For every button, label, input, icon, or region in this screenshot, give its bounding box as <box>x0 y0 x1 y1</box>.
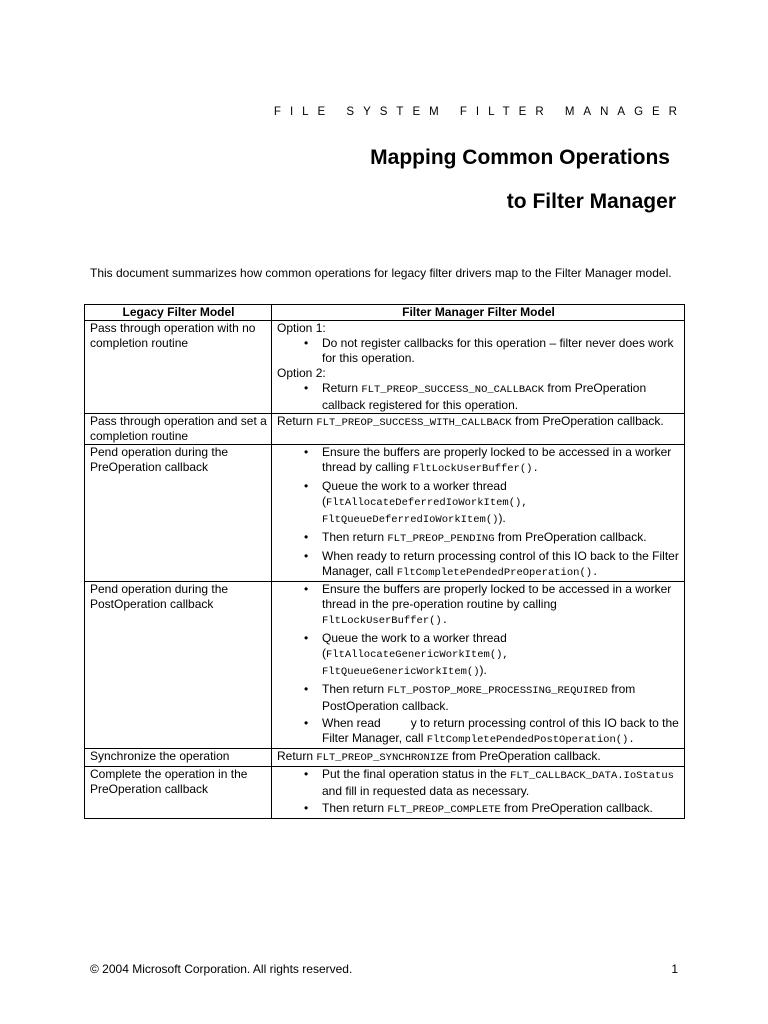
list-item: • Queue the work to a worker thread (FltAllocateGenericWorkItem(), FltQueueGenericWorkItem()). <box>304 631 509 678</box>
code-text: FltLockUserBuffer(). <box>412 463 539 475</box>
page-title-line2: to Filter Manager <box>506 190 676 213</box>
table-row <box>85 445 685 582</box>
legacy-cell: Pass through operation with no completion routine <box>85 321 272 414</box>
list-item: • Queue the work to a worker thread (FltAllocateDeferredIoWorkItem(), FltQueueDeferredIoWorkItem()). <box>304 479 528 526</box>
list-item: • Return FLT_PREOP_SUCCESS_NO_CALLBACK from PreOperation callback registered for this operation. <box>304 381 647 412</box>
code-text: FltQueueGenericWorkItem() <box>322 666 480 678</box>
page-number: 1 <box>671 962 678 976</box>
list-item: • When read y to return processing control of this IO back to the Filter Manager, call FltCompletePendedPostOperation(). <box>304 716 683 746</box>
code-text: FLT_PREOP_SUCCESS_WITH_CALLBACK <box>316 417 512 429</box>
mapping-table <box>84 304 685 819</box>
bullet-icon: • <box>304 582 309 596</box>
code-text: FLT_PREOP_SYNCHRONIZE <box>316 752 449 764</box>
list-item: • When ready to return processing control of this IO back to the Filter Manager, call FltCompletePendedPreOperation(). <box>304 549 679 579</box>
table-row <box>85 749 685 767</box>
bullet-icon: • <box>304 336 309 350</box>
code-text: FltQueueDeferredIoWorkItem() <box>322 514 499 526</box>
legacy-cell: Synchronize the operation <box>85 749 272 767</box>
bullet-icon: • <box>304 549 309 563</box>
page-title-line1: Mapping Common Operations <box>370 146 670 169</box>
bullet-icon: • <box>304 801 309 815</box>
filter-manager-cell <box>272 767 685 819</box>
filter-manager-cell <box>272 582 685 749</box>
bullet-icon: • <box>304 445 309 459</box>
bullet-list <box>277 381 680 413</box>
code-text: FLT_POSTOP_MORE_PROCESSING_REQUIRED <box>387 685 608 697</box>
code-text: FltCompletePendedPostOperation(). <box>426 734 635 746</box>
list-item: • Ensure the buffers are properly locked to be accessed in a worker thread by calling FltLockUserBuffer(). <box>304 445 672 475</box>
code-text: FLT_PREOP_COMPLETE <box>387 804 501 816</box>
code-text: FltAllocateGenericWorkItem(), <box>326 649 509 661</box>
option-label: Option 2: <box>277 366 326 380</box>
bullet-icon: • <box>304 631 309 645</box>
filter-manager-cell: Return FLT_PREOP_SUCCESS_WITH_CALLBACK from PreOperation callback. <box>272 414 685 445</box>
legacy-cell: Pend operation during the PostOperation callback <box>85 582 272 749</box>
table-row <box>85 321 685 414</box>
bullet-icon: • <box>304 530 309 544</box>
bullet-icon: • <box>304 716 309 730</box>
option-label: Option 1: <box>277 321 326 335</box>
code-text: FltCompletePendedPreOperation(). <box>396 567 599 579</box>
bullet-list <box>277 582 683 748</box>
bullet-list <box>277 445 680 581</box>
bullet-icon: • <box>304 682 309 696</box>
table-row <box>85 582 685 749</box>
bullet-icon: • <box>304 479 309 493</box>
list-item: • Then return FLT_PREOP_COMPLETE from PreOperation callback. <box>304 801 653 816</box>
bullet-icon: • <box>304 381 309 395</box>
bullet-icon: • <box>304 767 309 781</box>
bullet-list <box>277 767 680 818</box>
table-header-row <box>85 305 685 321</box>
list-item: • Then return FLT_PREOP_PENDING from PreOperation callback. <box>304 530 647 545</box>
filter-manager-cell <box>272 321 685 414</box>
legacy-cell: Complete the operation in the PreOperation callback <box>85 767 272 819</box>
table-row <box>85 767 685 819</box>
code-text: FltAllocateDeferredIoWorkItem(), <box>326 497 528 509</box>
legacy-cell: Pass through operation and set a completion routine <box>85 414 272 445</box>
table-row <box>85 414 685 445</box>
code-text: FLT_CALLBACK_DATA.IoStatus <box>510 770 674 782</box>
list-item: • Do not register callbacks for this operation – filter never does work for this operation. <box>304 336 674 365</box>
column-header-filter-manager: Filter Manager Filter Model <box>272 305 685 321</box>
list-item: • Then return FLT_POSTOP_MORE_PROCESSING_REQUIRED from PostOperation callback. <box>304 682 636 713</box>
list-item: • Put the final operation status in the FLT_CALLBACK_DATA.IoStatus and fill in requested data as necessary. <box>304 767 674 798</box>
filter-manager-cell: Return FLT_PREOP_SYNCHRONIZE from PreOperation callback. <box>272 749 685 767</box>
code-text: FLT_PREOP_PENDING <box>387 533 495 545</box>
code-text: FLT_PREOP_SUCCESS_NO_CALLBACK <box>361 384 545 396</box>
copyright-notice: © 2004 Microsoft Corporation. All rights reserved. <box>90 962 353 976</box>
column-header-legacy: Legacy Filter Model <box>85 305 272 321</box>
running-header: FILE SYSTEM FILTER MANAGER <box>273 106 686 118</box>
list-item: • Ensure the buffers are properly locked to be accessed in a worker thread in the pre-operation routine by calling FltLockUserBuffer(). <box>304 582 672 627</box>
bullet-list <box>277 336 680 366</box>
code-text: FltLockUserBuffer(). <box>322 615 449 627</box>
intro-paragraph: This document summarizes how common operations for legacy filter drivers map to the Filter Manager model. <box>90 266 672 280</box>
legacy-cell: Pend operation during the PreOperation callback <box>85 445 272 582</box>
filter-manager-cell <box>272 445 685 582</box>
